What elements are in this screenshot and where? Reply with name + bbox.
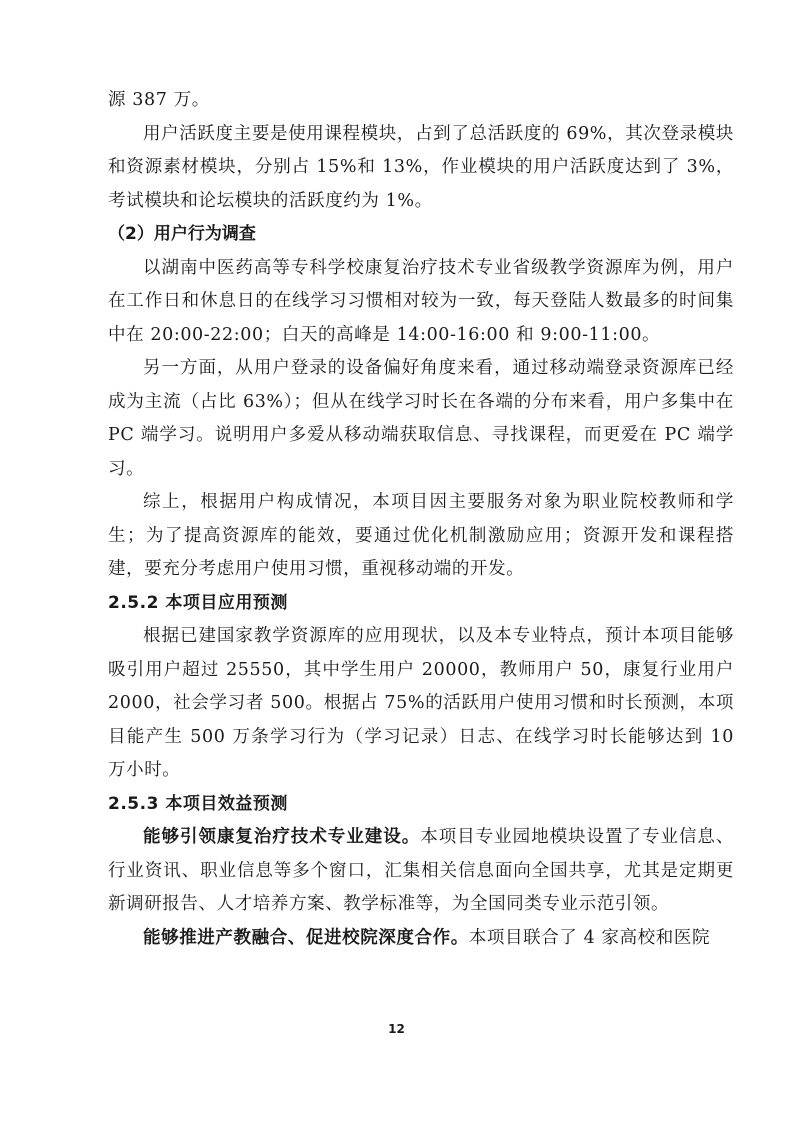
text-industry-education: 本项目联合了 4 家高校和医院 bbox=[468, 927, 711, 948]
lead-industry-education: 能够推进产教融合、促进校院深度合作。 bbox=[143, 927, 469, 948]
paragraph-user-activity: 用户活跃度主要是使用课程模块，占到了总活跃度的 69%，其次登录模块和资源素材模块，分别占 15%和 13%，作业模块的用户活跃度达到了 3%，考试模块和论坛模块的活跃度约为 1%。 bbox=[108, 123, 734, 211]
paragraph-continuation: 源 387 万。 bbox=[108, 90, 210, 110]
paragraph-device-preference: 另一方面，从用户登录的设备偏好角度来看，通过移动端登录资源库已经成为主流（占比 63%）；但从在线学习时长在各端的分布来看，用户多集中在 PC 端学习。说明用户多爱从移动端获取信息、寻找课程，而更爱在 PC 端学习。 bbox=[108, 358, 734, 479]
heading-benefit-forecast: 2.5.3 本项目效益预测 bbox=[108, 793, 288, 814]
page-number: 12 bbox=[388, 1022, 405, 1036]
lead-specialty-construction: 能够引领康复治疗技术专业建设。 bbox=[143, 827, 421, 847]
page-content bbox=[108, 84, 734, 955]
paragraph-benefit-cooperation bbox=[108, 922, 734, 956]
paragraph-benefit-specialty bbox=[108, 821, 734, 922]
paragraph-application-forecast: 根据已建国家教学资源库的应用现状，以及本专业特点，预计本项目能够吸引用户超过 25550，其中学生用户 20000，教师用户 50，康复行业用户 2000，社会学习者 500。根据占 75%的活跃用户使用习惯和时长预测，本项目能产生 500 万条学习行为（学习记录）日志、在线学习时长能够达到 10 万小时。 bbox=[108, 626, 734, 780]
paragraph-summary: 综上，根据用户构成情况，本项目因主要服务对象为职业院校教师和学生；为了提高资源库的能效，要通过优化机制激励应用；资源开发和课程搭建，要充分考虑用户使用习惯，重视移动端的开发。 bbox=[108, 492, 734, 579]
text-specialty-construction: 本项目专业园地模块设置了专业信息、行业资讯、职业信息等多个窗口，汇集相关信息面向全国共享，尤其是定期更新调研报告、人才培养方案、教学标准等，为全国同类专业示范引领。 bbox=[108, 827, 735, 914]
heading-application-forecast: 2.5.2 本项目应用预测 bbox=[108, 592, 288, 613]
paragraph-online-habits: 以湖南中医药高等专科学校康复治疗技术专业省级教学资源库为例，用户在工作日和休息日的在线学习习惯相对较为一致，每天登陆人数最多的时间集中在 20:00-22:00；白天的高峰是 14:00-16:00 和 9:00-11:00。 bbox=[108, 257, 734, 345]
heading-user-behavior-survey: （2）用户行为调查 bbox=[108, 224, 256, 244]
